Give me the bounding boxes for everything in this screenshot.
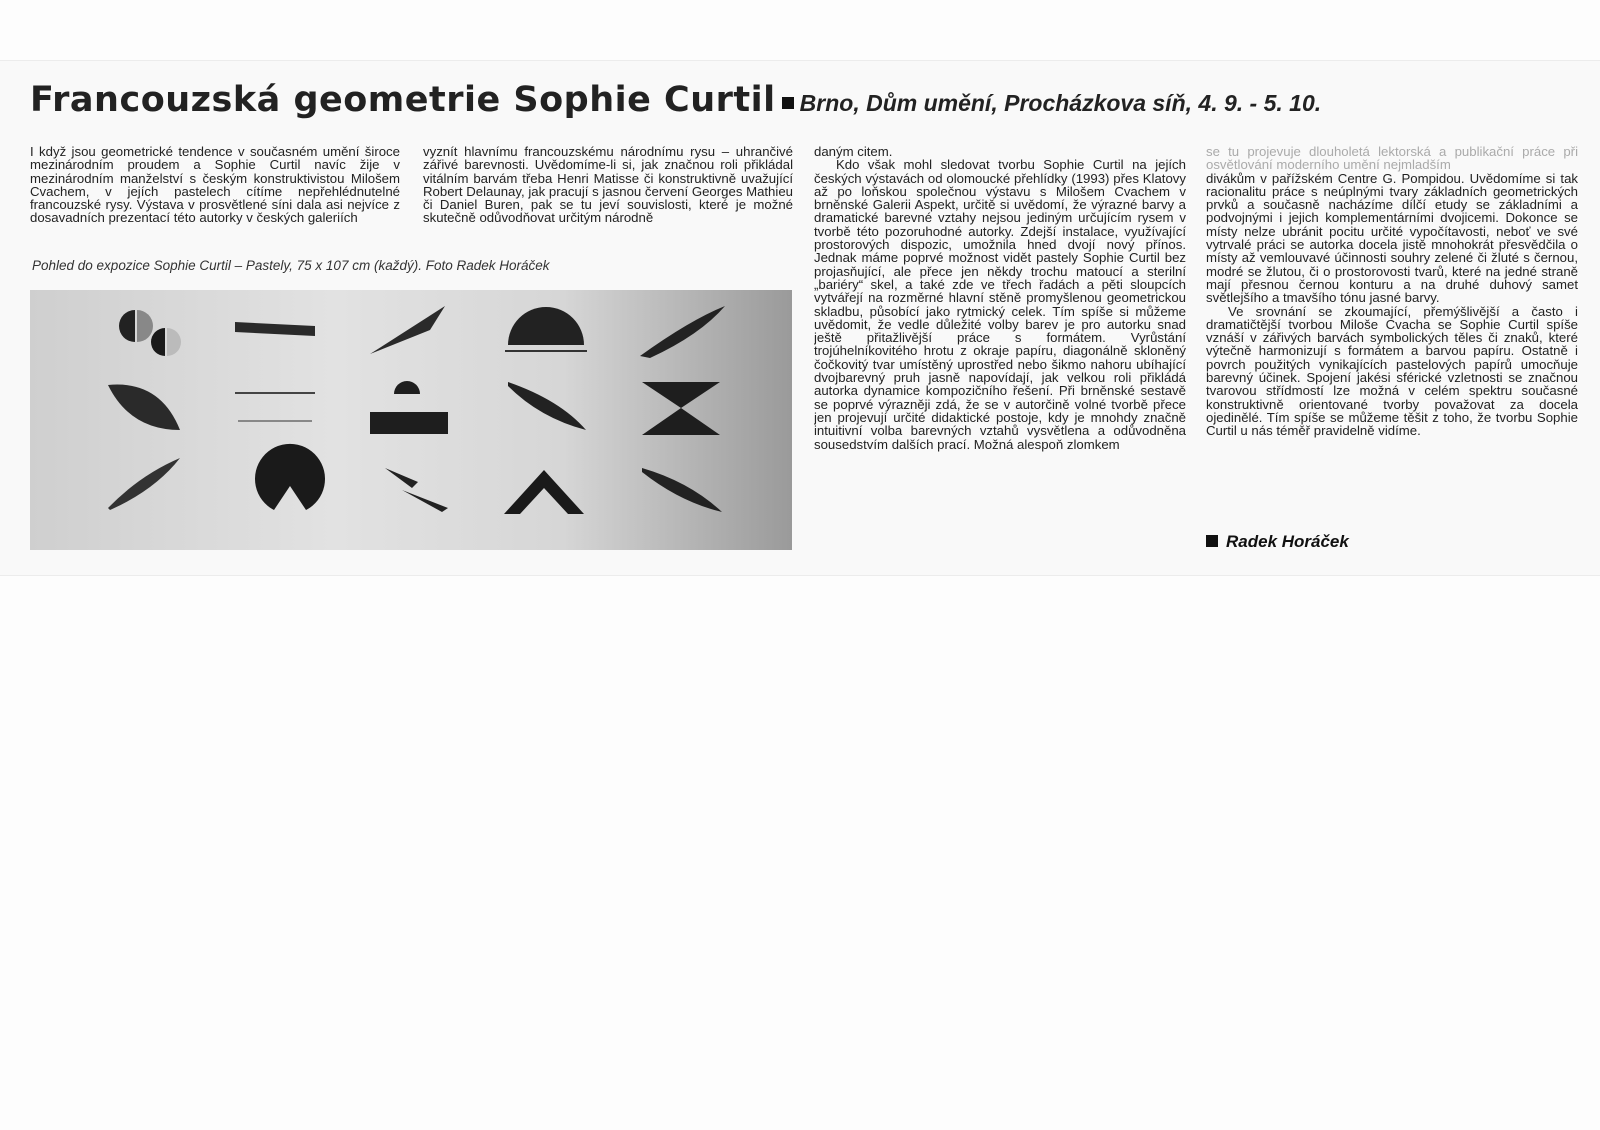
exhibition-photo — [30, 290, 792, 550]
pastel-1-4 — [505, 307, 587, 352]
paragraph: daným citem. — [814, 145, 893, 159]
article-column-2 — [423, 145, 793, 250]
exhibition-venue: Brno, Dům umění, Procházkova síň, 4. 9. - 5. 10. — [799, 90, 1322, 116]
article-column-3 — [814, 145, 1186, 555]
paragraph: vyznít hlavnímu francouzskému národnímu rysu – uhrančivé zářivé barevnosti. Uvědomíme-li si, jak značnou roli přikládal vitálním barvám třeba Henri Matisse či konstruktivně uvažující Robert Delaunay, jak pracují s jasnou červení Georges Mathieu či Daniel Buren, pak se tu jeví souvislosti, které je možné skutečně odůvodňovat určitým národně — [423, 145, 793, 226]
pastel-1-5 — [640, 306, 725, 358]
pastel-2-3 — [370, 381, 448, 434]
author-name: Radek Horáček — [1226, 532, 1349, 551]
pastel-1-3 — [370, 306, 445, 354]
pastel-2-2 — [235, 392, 315, 422]
pastel-3-3 — [385, 468, 448, 512]
bullet-square-icon — [1206, 535, 1218, 547]
article-title: Francouzská geometrie Sophie Curtil — [30, 80, 776, 120]
pastel-1-2 — [235, 322, 315, 336]
pastel-2-5 — [642, 382, 720, 435]
pastel-2-4 — [508, 382, 586, 430]
paragraph: Ve srovnání se zkoumající, přemýšlivější a často i dramatičtější tvorbou Miloše Cvacha se Sophie Curtil spíše vznáší v zářivých barvách symbolických těles či znaků, které výtečně harmonizují s formátem a barvou papíru. Ostatně i povrch použitých vynikajících pastelových papírů umocňuje barevný účinek. Spojení jakési sférické vzletnosti se značnou tvarovou střídmostí lze možná v celém spektru současné konstruktivně orientované tvorby považovat za docela ojedinělé. Tím spíše se můžeme těšit z toho, že tvorbu Sophie Curtil u nás téměř pravidelně vidíme. — [1206, 303, 1578, 439]
paragraph: divákům v pařížském Centre G. Pompidou. Uvědomíme si tak racionalitu práce s neúplnými tvary základních geometrických prvků a současně nacházíme dílčí etudy se základními a podvojnými i jejich komplementárními dvojicemi. Dokonce se místy nelze ubránit pocitu určité vypočítavosti, neboť ve své vytrvalé práci se autorka docela jistě mnohokrát přesvědčila o místy až vemlouvavé účinnosti souhry zelené či žluté s černou, modré se žlutou, či o prostorovosti tvarů, které na jedné straně mají přesnou černou konturu a na druhé duhový samet světlejšího a tmavšího tónu jasné barvy. — [1206, 170, 1578, 306]
pastel-3-4 — [504, 470, 584, 514]
pastel-3-5 — [642, 468, 722, 512]
pastel-shapes — [30, 290, 792, 550]
paragraph: I když jsou geometrické tendence v současném umění široce mezinárodním proudem a Sophie Curtil navíc žije v mezinárodním manželství s českým konstruktivistou Milošem Cvachem, v jejích pastelech cítíme nepřehlédnutelné francouzské rysy. Výstava v prosvětlené síni dala asi nejvíce z dosavadních prezentací této autorky v českých galeriích — [30, 145, 400, 226]
pastel-3-1 — [108, 458, 180, 510]
paragraph: Kdo však mohl sledovat tvorbu Sophie Curtil na jejích českých výstavách od olomoucké přehlídky (1993) přes Klatovy až po loňskou společnou výstavu s Milošem Cvachem v brněnské Galerii Aspekt, určitě si uvědomí, že výrazné barvy a dramatické barevné vztahy nejsou jediným určujícím rysem v tvorbě této pozoruhodné autorky. Zdejší instalace, využívající prostorových dispozic, umožnila hned dvojí nový přínos. Jednak máme poprvé možnost vidět pastely Sophie Curtil bez projasňující, ale přece jen někdy trochu matoucí a sterilní „bariéry“ skel, a také zde ve třech řadách a pěti sloupcích vytvářejí na rozměrné hlavní stěně promyšlenou geometrickou skladbu, působící jako rytmický celek. Tím spíše si můžeme uvědomit, že vedle důležité volby barev je pro autorku snad ještě přitažlivější práce s formátem. Vyrůstání trojúhelníkovitého hrotu z okraje papíru, diagonálně skloněný čočkovitý tvar umístěný uprostřed nebo šikmo nahoru ubíhající dvojbarevný pruh jasně napovídají, jak velkou roli přikládá autorka dynamice kompozičního řešení. Při brněnské sestavě se poprvé výrazněji zdá, že se v autorčině volné tvorbě přece jen projevují určité didaktické postoje, kdy je mnohdy značně intuitivní volba barevných vztahů vysvětlena a odůvodněna sousedstvím dalších prací. Možná alespoň zlomkem — [814, 157, 1186, 452]
bullet-square-icon — [782, 97, 794, 109]
faded-text: se tu projevuje dlouholetá lektorská a publikační práce při osvětlování moderního umění nejmladším — [1206, 145, 1578, 173]
pastel-1-1 — [119, 310, 181, 356]
headline — [30, 80, 1590, 130]
author-signature — [1206, 532, 1349, 556]
article-column-1 — [30, 145, 400, 250]
pastel-3-2 — [255, 444, 325, 510]
pastel-2-1 — [108, 385, 180, 430]
photo-caption: Pohled do expozice Sophie Curtil – Pastely, 75 x 107 cm (každý). Foto Radek Horáček — [32, 258, 550, 273]
article-column-4 — [1206, 145, 1578, 525]
